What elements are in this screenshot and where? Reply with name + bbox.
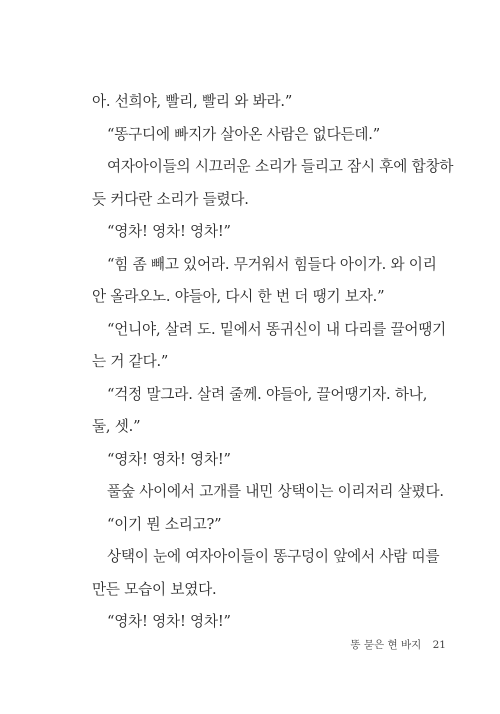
text-line: 아. 선희야, 빨리, 빨리 와 봐라.” — [92, 93, 293, 110]
text-line: “영차! 영차! 영차!” — [107, 450, 231, 468]
text-line: “걱정 말그라. 살려 줄께. 야들아, 끌어땡기자. 하나, — [107, 385, 428, 403]
running-footer — [300, 637, 446, 652]
text-line: “영차! 영차! 영차!” — [107, 613, 231, 630]
body-text — [92, 86, 454, 639]
text-line: 풀숲 사이에서 고개를 내민 상택이는 이리저리 살폈다. — [107, 483, 444, 500]
text-line: 둘, 셋.” — [92, 418, 141, 435]
text-line: “이기 뭔 소리고?” — [107, 515, 222, 533]
text-line: 는 거 같다.” — [92, 353, 169, 370]
text-line: “똥구디에 빠지가 살아온 사람은 없다든데.” — [107, 125, 380, 143]
text-line: “힘 좀 빼고 있어라. 무거워서 힘들다 아이가. 와 이리 — [107, 255, 437, 273]
running-title: 똥 묻은 현 바지 — [350, 639, 422, 651]
text-line: “영차! 영차! 영차!” — [107, 223, 231, 240]
text-line: 여자아이들의 시끄러운 소리가 들리고 잠시 후에 합창하 — [107, 158, 454, 175]
text-line: 안 올라오노. 야들아, 다시 한 번 더 땡기 보자.” — [92, 288, 385, 305]
text-line: 만든 모습이 보였다. — [92, 580, 217, 598]
text-line: 듯 커다란 소리가 들렸다. — [92, 190, 249, 208]
text-line: “언니야, 살려 도. 밑에서 똥귀신이 내 다리를 끌어땡기 — [107, 320, 447, 338]
text-line: 상택이 눈에 여자아이들이 똥구덩이 앞에서 사람 띠를 — [107, 548, 440, 565]
page-number: 21 — [432, 639, 446, 651]
